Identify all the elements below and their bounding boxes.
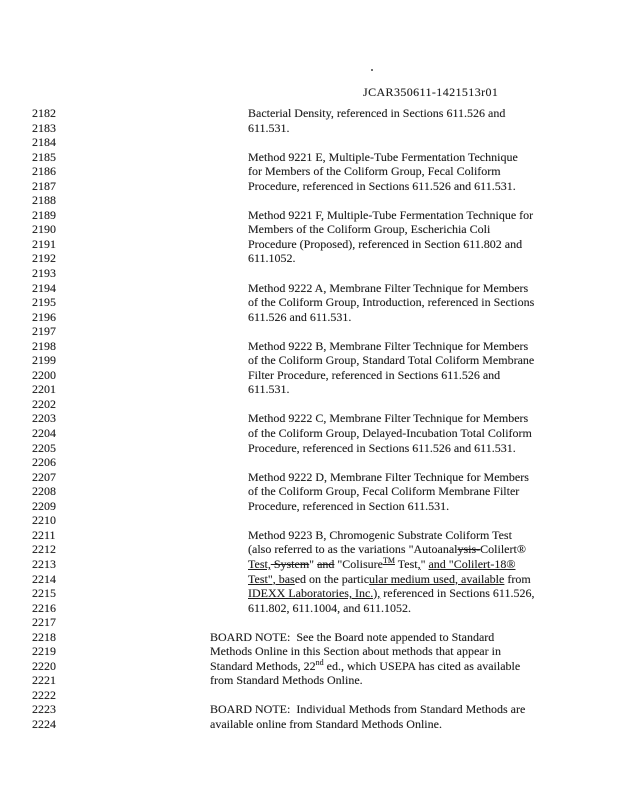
document-line (32, 659, 598, 674)
document-line (32, 121, 598, 136)
line-number: 2191 (32, 236, 56, 251)
document-line (32, 542, 598, 557)
line-number: 2222 (32, 687, 56, 702)
text-segment: of the Coliform Group, Introduction, referenced in Sections (248, 295, 535, 310)
text-segment: Filter Procedure, referenced in Sections 611.526 and (248, 367, 501, 382)
line-number: 2213 (32, 556, 56, 571)
text-segment: " (309, 556, 318, 571)
text-segment: Method 9223 B, Chromogenic Substrate Coliform Test (248, 527, 512, 542)
line-text (248, 411, 528, 426)
line-text (248, 310, 351, 325)
text-segment: Procedure, referenced in Section 611.531. (248, 498, 450, 513)
text-segment: BOARD NOTE: See the Board note appended to Standard (210, 629, 495, 644)
line-number: 2199 (32, 353, 56, 368)
line-text (248, 528, 512, 543)
text-segment: 611.1052. (248, 251, 296, 266)
line-number: 2201 (32, 382, 56, 397)
text-segment: Test (394, 556, 418, 571)
line-number: 2210 (32, 513, 56, 528)
line-number: 2200 (32, 367, 56, 382)
line-text (248, 353, 534, 368)
line-number: 2187 (32, 178, 56, 193)
line-number: 2198 (32, 338, 56, 353)
text-segment: Standard Methods, 22 (210, 658, 316, 673)
document-line (32, 441, 598, 456)
line-number: 2208 (32, 484, 56, 499)
document-line (32, 499, 598, 514)
line-text (248, 295, 534, 310)
line-number: 2214 (32, 571, 56, 586)
document-line (32, 266, 598, 281)
line-number: 2217 (32, 615, 56, 630)
text-segment: from (504, 571, 531, 586)
line-number: 2183 (32, 120, 56, 135)
document-line (32, 208, 598, 223)
line-text (248, 281, 528, 296)
text-segment: " (420, 556, 429, 571)
document-line (32, 426, 598, 441)
text-segment: Method 9221 E, Multiple-Tube Fermentation Technique (248, 149, 518, 164)
line-number: 2194 (32, 280, 56, 295)
line-number: 2197 (32, 324, 56, 339)
line-text (248, 121, 290, 136)
document-line (32, 382, 598, 397)
line-text (248, 426, 532, 441)
document-line (32, 353, 598, 368)
document-line (32, 164, 598, 179)
document-line (32, 470, 598, 485)
line-number: 2221 (32, 673, 56, 688)
line-number: 2215 (32, 586, 56, 601)
document-line (32, 601, 598, 616)
line-text (248, 164, 501, 179)
line-number: 2224 (32, 716, 56, 731)
line-text (248, 208, 533, 223)
document-line (32, 644, 598, 659)
line-text (210, 630, 494, 645)
line-number: 2182 (32, 106, 56, 120)
line-text (210, 702, 525, 717)
document-line (32, 324, 598, 339)
document-line (32, 295, 598, 310)
line-number: 2190 (32, 222, 56, 237)
line-number: 2219 (32, 644, 56, 659)
line-text (248, 251, 296, 266)
line-text (210, 644, 501, 659)
text-segment: Procedure, referenced in Sections 611.526 and 611.531. (248, 440, 516, 455)
line-number: 2189 (32, 207, 56, 222)
line-text (248, 339, 528, 354)
text-segment: "Colisure (334, 556, 383, 571)
line-number: 2218 (32, 629, 56, 644)
line-number: 2223 (32, 702, 56, 717)
document-line (32, 397, 598, 412)
line-number: 2192 (32, 251, 56, 266)
line-number: 2211 (32, 527, 56, 542)
text-segment: nd (315, 657, 324, 667)
line-text (248, 368, 500, 383)
document-line (32, 179, 598, 194)
text-segment: Procedure (Proposed), referenced in Section 611.802 and (248, 236, 523, 251)
inserted-text-segment: Test, (248, 556, 271, 571)
inserted-text-segment: ular medium used, available (369, 571, 505, 586)
text-segment: ed on the partic (294, 571, 370, 586)
text-segment: 611.802, 611.1004, and 611.1052. (248, 600, 411, 615)
line-number: 2220 (32, 658, 56, 673)
line-number: 2202 (32, 396, 56, 411)
line-text (248, 150, 518, 165)
line-number: 2212 (32, 542, 56, 557)
line-number: 2196 (32, 309, 56, 324)
line-number: 2206 (32, 455, 56, 470)
document-line (32, 368, 598, 383)
line-text (248, 484, 519, 499)
line-text (248, 222, 490, 237)
inserted-text-segment: and "Colilert-18® (428, 556, 516, 571)
text-segment: Members of the Coliform Group, Escherichia Coli (248, 222, 491, 237)
document-line (32, 455, 598, 470)
text-segment: Method 9221 F, Multiple-Tube Fermentation Technique for (248, 207, 534, 222)
line-number: 2195 (32, 295, 56, 310)
line-text (248, 237, 522, 252)
line-text (248, 470, 529, 485)
document-line (32, 310, 598, 325)
document-line (32, 513, 598, 528)
line-text (248, 572, 531, 587)
document-line (32, 528, 598, 543)
document-line (32, 222, 598, 237)
text-segment: of the Coliform Group, Standard Total Coliform Membrane (248, 353, 535, 368)
text-segment: of the Coliform Group, Fecal Coliform Membrane Filter (248, 484, 520, 499)
line-text (248, 542, 526, 557)
line-text (248, 106, 505, 121)
document-line (32, 106, 598, 121)
text-segment: Bacterial Density, referenced in Sections 611.526 and (248, 106, 506, 120)
document-line (32, 135, 598, 150)
deleted-text-segment: ysis- (457, 542, 481, 557)
document-line (32, 702, 598, 717)
line-text (248, 586, 534, 601)
line-text (210, 717, 442, 732)
text-segment: from Standard Methods Online. (210, 673, 363, 688)
text-segment: available online from Standard Methods Online. (210, 716, 442, 731)
text-segment: 611.526 and 611.531. (248, 309, 352, 324)
line-number: 2209 (32, 498, 56, 513)
document-line (32, 150, 598, 165)
text-segment: Procedure, referenced in Sections 611.526 and 611.531. (248, 178, 516, 193)
line-text (248, 382, 290, 397)
text-segment: ed., which USEPA has cited as available (323, 658, 521, 673)
line-text (248, 179, 516, 194)
document-line (32, 193, 598, 208)
line-number: 2193 (32, 266, 56, 281)
line-number: 2207 (32, 469, 56, 484)
document-line (32, 673, 598, 688)
text-segment: (also referred to as the variations "Autoanal (248, 542, 458, 557)
inserted-text-segment: IDEXX Laboratories, Inc.), (248, 586, 381, 601)
document-line (32, 251, 598, 266)
line-number: 2185 (32, 149, 56, 164)
line-text (210, 673, 363, 688)
line-number: 2188 (32, 193, 56, 208)
text-segment: for Members of the Coliform Group, Fecal Coliform (248, 164, 501, 179)
inserted-text-segment: , (417, 556, 421, 571)
document-line (32, 630, 598, 645)
text-segment: Methods Online in this Section about methods that appear in (210, 644, 501, 659)
text-segment: Method 9222 A, Membrane Filter Technique for Members (248, 280, 529, 295)
scan-artifact-dot (371, 69, 373, 71)
document-line (32, 411, 598, 426)
line-text (248, 557, 515, 572)
line-number: 2205 (32, 440, 56, 455)
document-body (32, 106, 598, 732)
document-line (32, 586, 598, 601)
text-segment: 611.531. (248, 120, 290, 135)
line-number: 2204 (32, 426, 56, 441)
document-line (32, 237, 598, 252)
document-line (32, 572, 598, 587)
document-line (32, 557, 598, 572)
line-number: 2184 (32, 135, 56, 150)
document-line (32, 281, 598, 296)
text-segment: Method 9222 B, Membrane Filter Technique for Members (248, 338, 529, 353)
text-segment: Colilert® (480, 542, 526, 557)
text-segment: Method 9222 C, Membrane Filter Technique for Members (248, 411, 529, 426)
line-number: 2203 (32, 411, 56, 426)
line-text (248, 499, 449, 514)
document-line (32, 615, 598, 630)
inserted-text-segment: Test", bas (248, 571, 295, 586)
document-id-header: JCAR350611-1421513r01 (363, 85, 499, 99)
line-number: 2216 (32, 600, 56, 615)
deleted-text-segment: System (270, 556, 310, 571)
line-text (210, 659, 520, 674)
text-segment: of the Coliform Group, Delayed-Incubation Total Coliform (248, 426, 532, 441)
document-line (32, 717, 598, 732)
line-text (248, 441, 516, 456)
text-segment: 611.531. (248, 382, 290, 397)
text-segment: referenced in Sections 611.526, (380, 586, 535, 601)
inserted-text-segment: TM (382, 555, 395, 565)
text-segment: BOARD NOTE: Individual Methods from Standard Methods are (210, 702, 526, 717)
deleted-text-segment: and (317, 556, 335, 571)
line-number: 2186 (32, 164, 56, 179)
document-line (32, 339, 598, 354)
document-line (32, 688, 598, 703)
text-segment: Method 9222 D, Membrane Filter Technique for Members (248, 469, 529, 484)
line-text (248, 601, 411, 616)
document-line (32, 484, 598, 499)
